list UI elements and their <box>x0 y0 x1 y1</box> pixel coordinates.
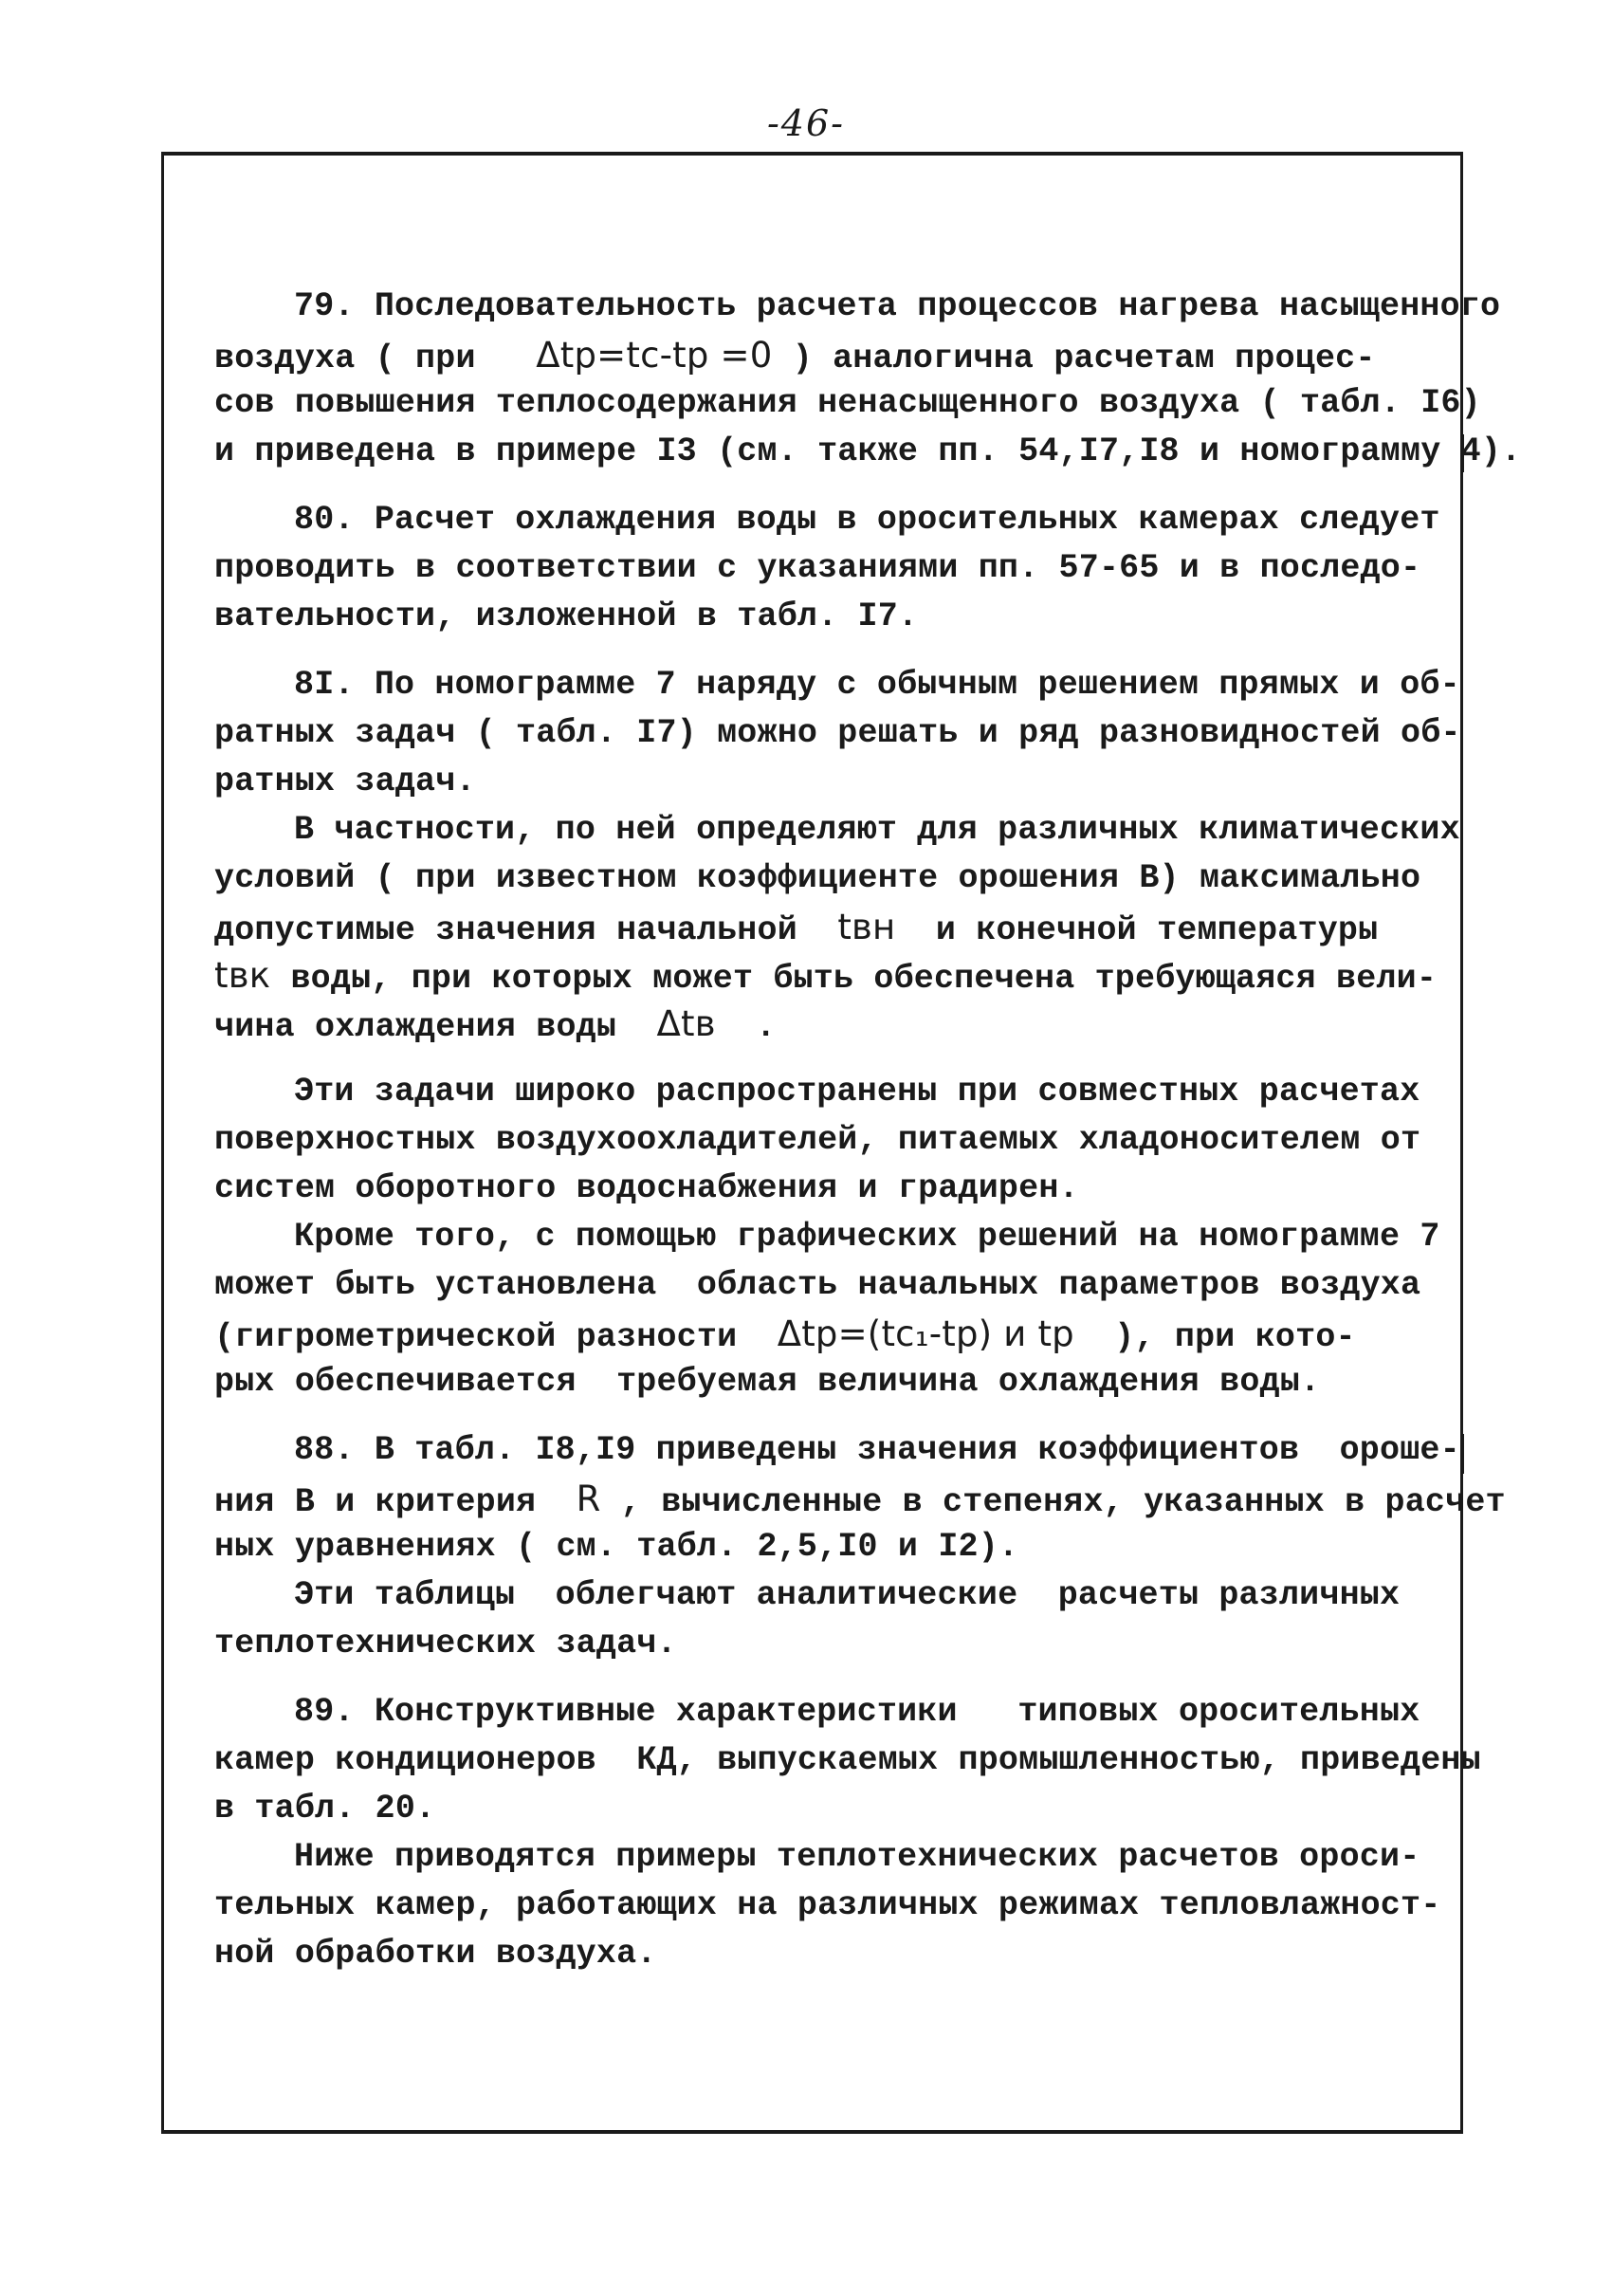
text-line: может быть установлена область начальных параметров воздуха <box>214 1266 1421 1304</box>
line-text: воды, при которых может быть обеспечена требующаяся вели- <box>270 960 1438 998</box>
text-line: ной обработки воздуха. <box>214 1935 657 1973</box>
paragraph-gap <box>214 641 1466 661</box>
line-text: ), при кото- <box>1073 1318 1356 1356</box>
text-line: тельных камер, работающих на различных режимах тепловлажност- <box>214 1886 1441 1924</box>
text-line: ратных задач ( табл. I7) можно решать и ряд разновидностей об- <box>214 714 1461 752</box>
inline-formula: tвн <box>837 907 896 947</box>
text-line: и приведена в примере I3 (см. также пп. 54,I7,I8 и номограмму 4). <box>214 432 1522 470</box>
inline-formula: R <box>576 1479 601 1519</box>
line-text: допустимые значения начальной <box>214 911 838 949</box>
text-line: рых обеспечивается требуемая величина охлаждения воды. <box>214 1363 1321 1401</box>
text-line: теплотехнических задач. <box>214 1625 677 1662</box>
line-text: . <box>715 1008 777 1046</box>
paragraph-gap <box>214 1048 1466 1068</box>
inline-formula: Δtв <box>656 1003 716 1044</box>
paragraph <box>214 1068 1466 1406</box>
paragraph <box>214 1426 1506 1668</box>
text-line <box>214 1310 1466 1358</box>
text-line: проводить в соответствии с указаниями пп. 57-65 и в последо- <box>214 549 1421 587</box>
paragraph <box>214 283 1522 476</box>
paragraph <box>214 496 1466 641</box>
line-text: , вычисленные в степенях, указанных в расчет <box>600 1483 1506 1521</box>
text-line: условий ( при известном коэффициенте орошения В) максимально <box>214 859 1421 897</box>
text-line: Эти таблицы облегчают аналитические расчеты различных <box>294 1576 1401 1614</box>
page-number: -46- <box>766 102 846 144</box>
text-line: 80. Расчет охлаждения воды в оросительных камерах следует <box>294 501 1440 539</box>
line-text: чина охлаждения воды <box>214 1008 657 1046</box>
line-text: и конечной температуры <box>895 911 1379 949</box>
line-text: воздуха ( при <box>214 340 537 377</box>
document-body <box>214 283 1522 1978</box>
text-line: Ниже приводятся примеры теплотехнических расчетов ороси- <box>294 1838 1420 1876</box>
text-line: ратных задач. <box>214 762 476 800</box>
text-line: поверхностных воздухоохладителей, питаемых хладоносителем от <box>214 1121 1421 1159</box>
text-line: 79. Последовательность расчета процессов нагрева насыщенного <box>294 287 1501 325</box>
text-line <box>214 331 1466 379</box>
text-line: 8I. По номограмме 7 наряду с обычным решением прямых и об- <box>294 666 1460 704</box>
paragraph-gap <box>214 1668 1466 1688</box>
text-line: систем оборотного водоснабжения и градирен. <box>214 1169 1079 1207</box>
text-line <box>214 1000 1466 1048</box>
inline-formula: tвк <box>214 955 271 996</box>
line-text: ) аналогична расчетам процес- <box>772 340 1376 377</box>
paragraph <box>214 1688 1481 1978</box>
text-line: Кроме того, с помощью графических решений на номограмме 7 <box>294 1218 1440 1256</box>
text-line: В частности, по ней определяют для различных климатических <box>294 811 1460 849</box>
text-line <box>214 1475 1506 1523</box>
inline-formula: Δtр=tс-tр =0 <box>536 335 773 376</box>
text-line: ных уравнениях ( см. табл. 2,5,I0 и I2). <box>214 1528 1019 1566</box>
text-line: сов повышения теплосодержания ненасыщенного воздуха ( табл. I6) <box>214 384 1481 422</box>
text-line: Эти задачи широко распространены при совместных расчетах <box>294 1073 1420 1111</box>
text-line: 88. В табл. I8,I9 приведены значения коэффициентов ороше- <box>294 1431 1460 1469</box>
line-text: (гигрометрической разности <box>214 1318 778 1356</box>
paragraph-gap <box>214 476 1466 496</box>
line-text: ния В и критерия <box>214 1483 577 1521</box>
text-line <box>214 951 1466 1000</box>
text-line: камер кондиционеров КД, выпускаемых промышленностью, приведены <box>214 1741 1481 1779</box>
inline-formula: Δtр=(tс₁-tр) и tр <box>777 1313 1074 1354</box>
text-line: вательности, изложенной в табл. I7. <box>214 597 919 635</box>
text-line <box>214 903 1466 951</box>
paragraph-gap <box>214 1406 1466 1426</box>
text-line: в табл. 20. <box>214 1790 436 1828</box>
paragraph <box>214 661 1466 1048</box>
text-line: 89. Конструктивные характеристики типовых оросительных <box>294 1693 1420 1731</box>
